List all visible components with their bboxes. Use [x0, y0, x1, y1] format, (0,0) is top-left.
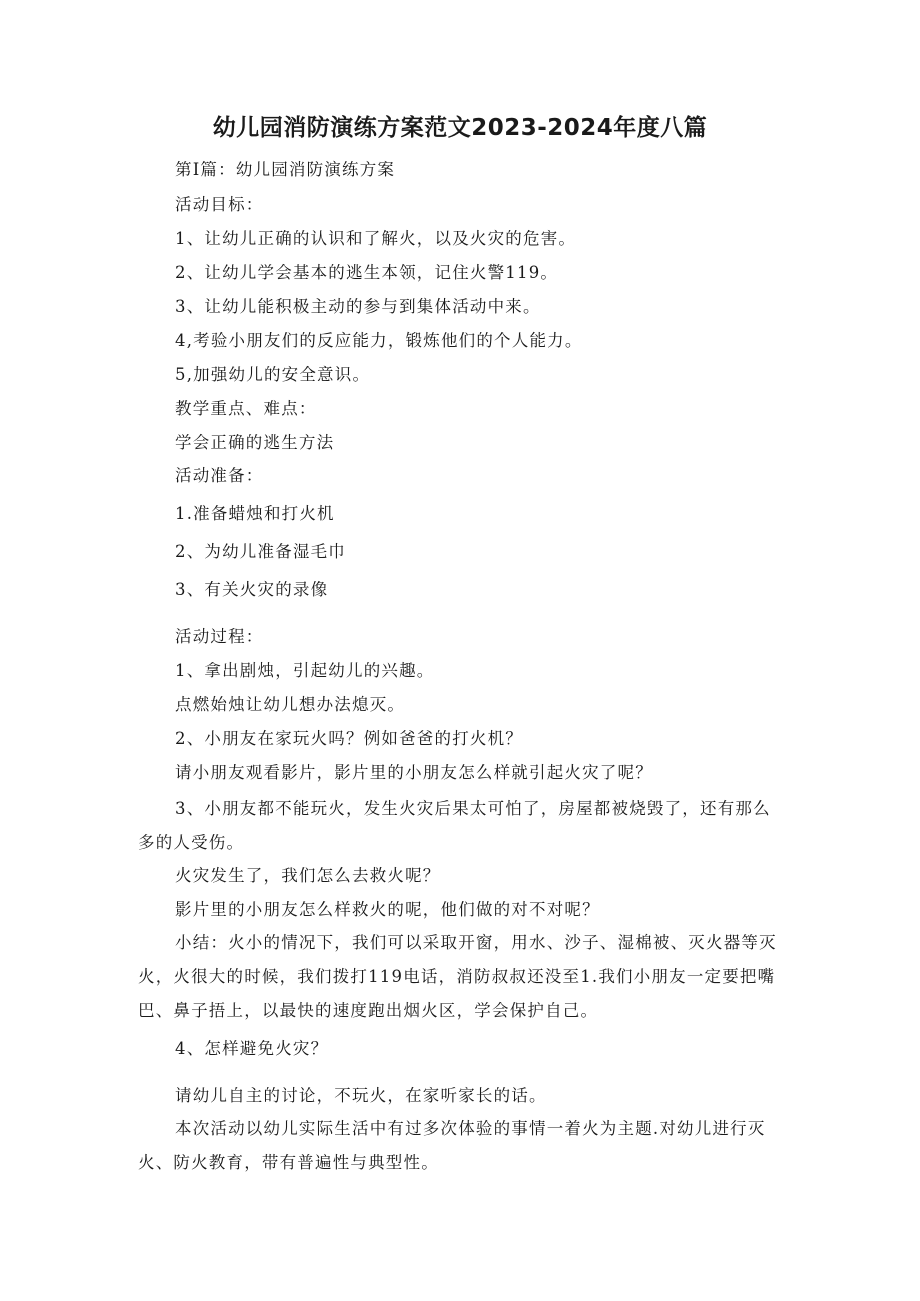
summary-paragraph: 小结：火小的情况下，我们可以采取开窗，用水、沙子、湿棉被、灭火器等灭火，火很大的时候，我们拨打119电话，消防叔叔还没至1.我们小朋友一定要把嘴巴、鼻子捂上，以最快的速度跑出烟火区，学会保护自己。: [138, 933, 777, 1020]
conclusion-paragraph: 本次活动以幼儿实际生活中有过多次体验的事情一着火为主题.对幼儿进行灭火、防火教育，带有普遍性与典型性。: [138, 1119, 766, 1172]
document-title: 幼儿园消防演练方案范文2023-2024年度八篇: [212, 115, 708, 141]
process-item: 请小朋友观看影片，影片里的小朋友怎么样就引起火灾了呢？: [175, 763, 653, 782]
question-movie: 影片里的小朋友怎么样救火的呢，他们做的对不对呢？: [175, 900, 600, 919]
prep-heading: 活动准备：: [175, 466, 264, 485]
goal-item: 3、让幼儿能积极主动的参与到集体活动中来。: [175, 297, 541, 316]
discussion-text: 请幼儿自主的讨论，不玩火，在家听家长的话。: [175, 1086, 547, 1105]
process-paragraph-3: 3、小朋友都不能玩火，发生火灾后果太可怕了，房屋都被烧毁了，还有那么多的人受伤。: [138, 799, 771, 852]
goal-item: 2、让幼儿学会基本的逃生本领，记住火警119。: [175, 263, 559, 282]
process-item: 点燃始烛让幼儿想办法熄灭。: [175, 695, 406, 714]
prep-item: 1.准备蜡烛和打火机: [175, 504, 335, 523]
question-rescue: 火灾发生了，我们怎么去救火呢？: [175, 866, 441, 885]
goals-heading: 活动目标：: [175, 195, 264, 214]
goal-item: 1、让幼儿正确的认识和了解火，以及火灾的危害。: [175, 229, 577, 248]
goal-item: 4,考验小朋友们的反应能力，锻炼他们的个人能力。: [175, 331, 583, 350]
key-points-text: 学会正确的逃生方法: [175, 433, 335, 452]
step-4-heading: 4、怎样避免火灾？: [175, 1039, 329, 1058]
process-item: 2、小朋友在家玩火吗？例如爸爸的打火机？: [175, 729, 523, 748]
goal-item: 5,加强幼儿的安全意识。: [175, 365, 371, 384]
chapter-heading: 第Ⅰ篇：幼儿园消防演练方案: [175, 160, 396, 179]
prep-item: 2、为幼儿准备湿毛巾: [175, 542, 346, 561]
process-heading: 活动过程：: [175, 627, 264, 646]
key-points-heading: 教学重点、难点：: [175, 399, 317, 418]
prep-item: 3、有关火灾的录像: [175, 580, 329, 599]
process-item: 1、拿出剧烛，引起幼儿的兴趣。: [175, 661, 435, 680]
